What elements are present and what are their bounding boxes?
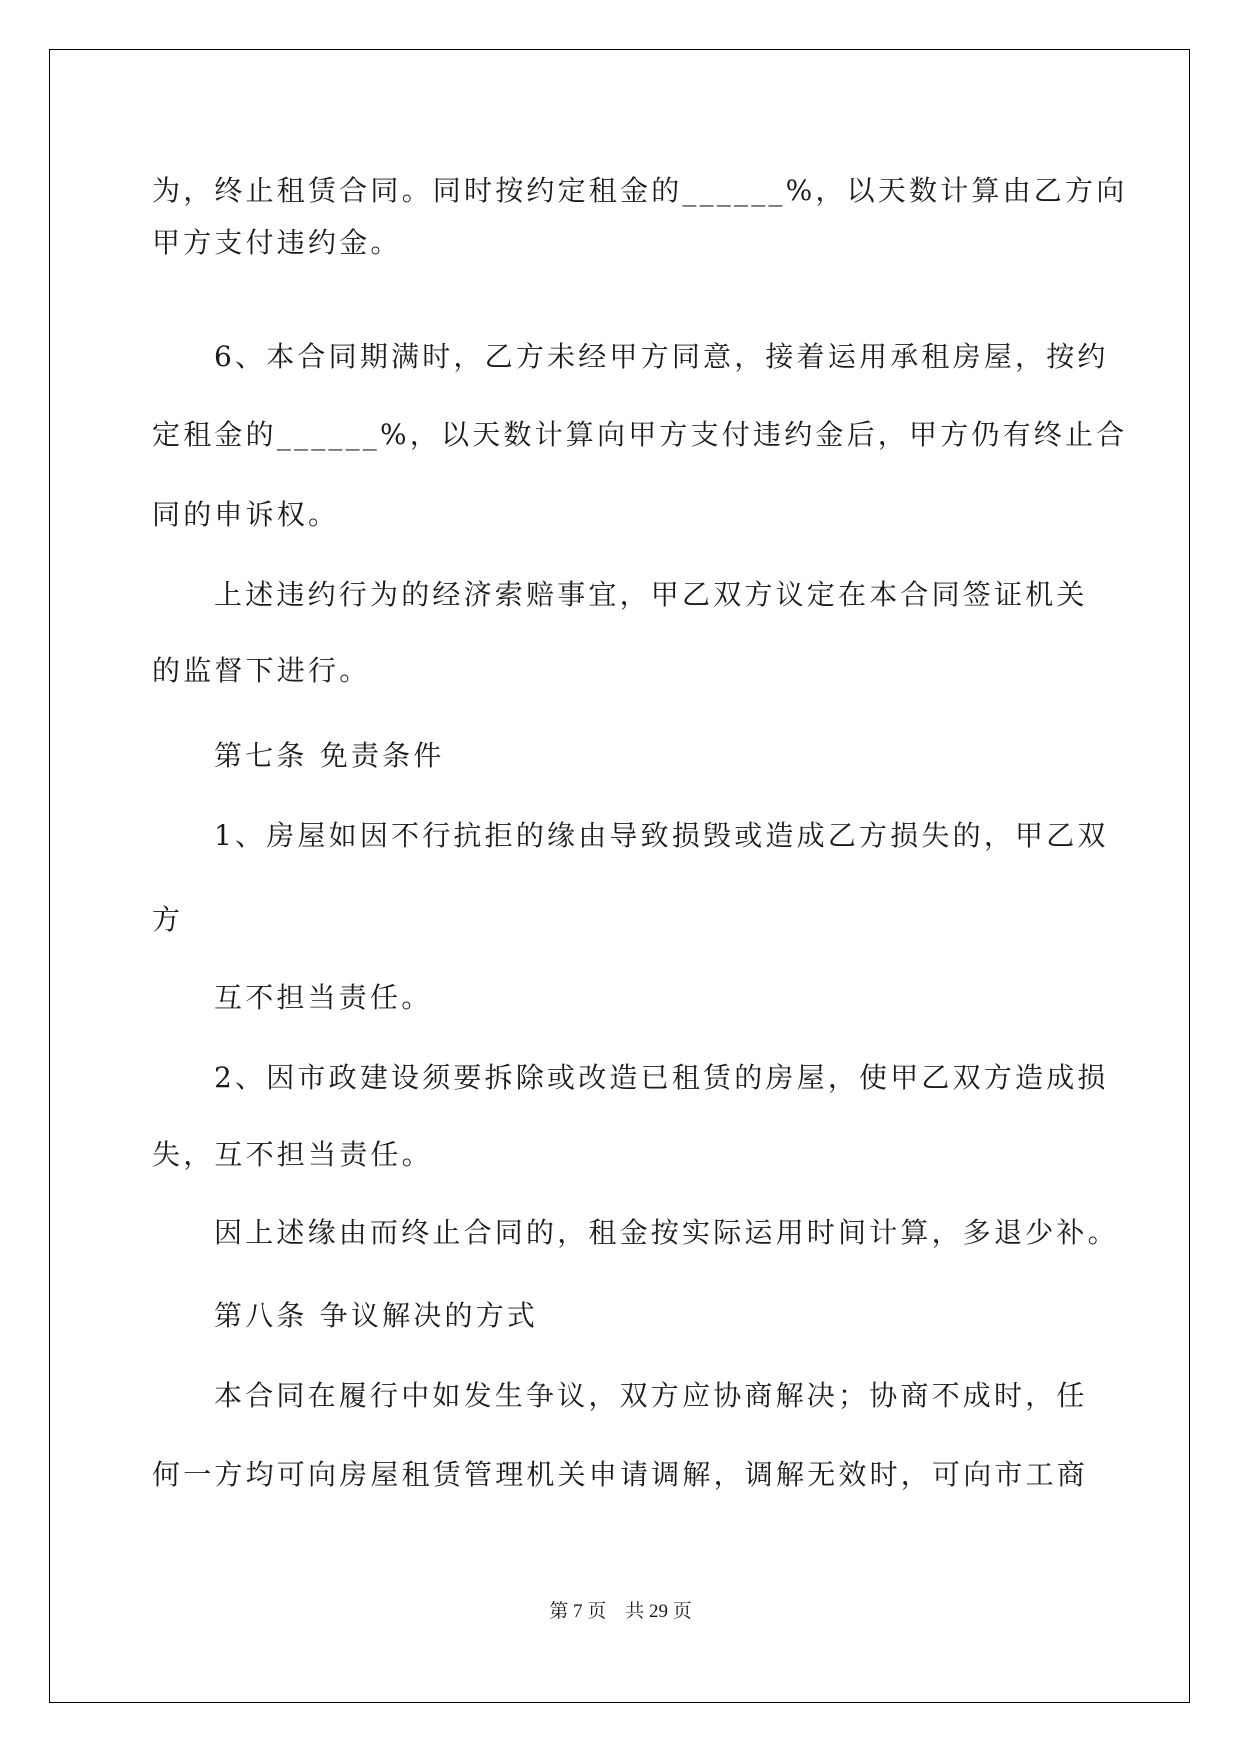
text-line-10: 方: [152, 903, 184, 936]
text-line-1: 为，终止租赁合同。同时按约定租金的______%，以天数计算由乙方向: [152, 174, 1128, 207]
page-border: [49, 49, 1190, 1703]
page-number: 第 7 页 共 29 页: [549, 1601, 692, 1622]
section-heading-article-7: 第七条 免责条件: [214, 739, 445, 772]
text-line-11: 互不担当责任。: [214, 981, 433, 1014]
text-line-12: 2、因市政建设须要拆除或改造已租赁的房屋，使甲乙双方造成损: [214, 1061, 1109, 1094]
text-line-6: 上述违约行为的经济索赔事宜，甲乙双方议定在本合同签证机关: [214, 578, 1088, 611]
text-line-9: 1、房屋如因不行抗拒的缘由导致损毁或造成乙方损失的，甲乙双: [214, 819, 1109, 852]
section-heading-article-8: 第八条 争议解决的方式: [214, 1299, 539, 1332]
text-line-17: 何一方均可向房屋租赁管理机关申请调解，调解无效时，可向市工商: [152, 1458, 1089, 1491]
text-line-13: 失，互不担当责任。: [152, 1138, 433, 1171]
text-line-4: 定租金的______%，以天数计算向甲方支付违约金后，甲方仍有终止合: [152, 418, 1128, 451]
text-line-14: 因上述缘由而终止合同的，租金按实际运用时间计算，多退少补。: [214, 1216, 1119, 1249]
text-line-2: 甲方支付违约金。: [152, 226, 402, 259]
text-line-7: 的监督下进行。: [152, 654, 371, 687]
text-line-5: 同的申诉权。: [152, 498, 340, 531]
text-line-16: 本合同在履行中如发生争议，双方应协商解决；协商不成时，任: [214, 1379, 1088, 1412]
text-line-3: 6、本合同期满时，乙方未经甲方同意，接着运用承租房屋，按约: [214, 340, 1109, 373]
